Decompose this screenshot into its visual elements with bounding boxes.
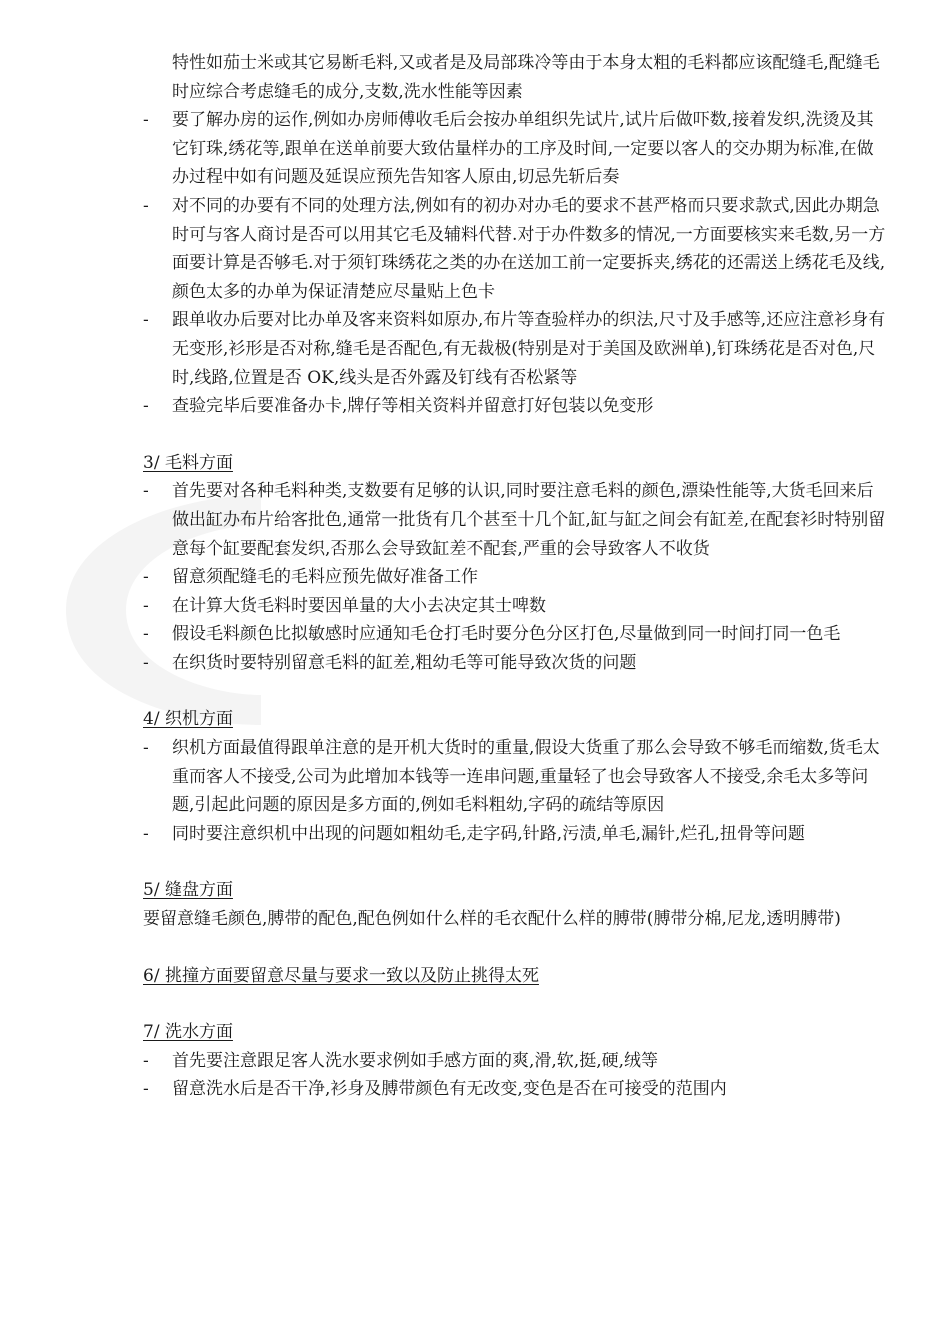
- list-item: [143, 620, 888, 649]
- list-item-text: 留意须配缝毛的毛料应预先做好准备工作: [172, 567, 478, 588]
- list-item-text: 首先要注意跟足客人洗水要求例如手感方面的爽,滑,软,挺,硬,绒等: [172, 1050, 659, 1071]
- section-heading: 3/ 毛料方面: [143, 452, 233, 473]
- paragraph-continuation: 特性如茄士米或其它易断毛料,又或者是及局部珠冷等由于本身太粗的毛料都应该配缝毛,配缝毛时应综合考虑缝毛的成分,支数,洗水性能等因素: [172, 53, 880, 102]
- bullet-marker: -: [143, 567, 149, 588]
- section-wool-materials: [143, 449, 888, 678]
- list-item: [143, 192, 888, 306]
- list-item-text: 假设毛料颜色比拟敏感时应通知毛仓打毛时要分色分区打色,尽量做到同一时间打同一色毛: [172, 624, 841, 645]
- bullet-marker: -: [143, 823, 149, 844]
- section-heading: 7/ 洗水方面: [143, 1022, 233, 1043]
- list-item-text: 同时要注意织机中出现的问题如粗幼毛,走字码,针路,污渍,单毛,漏针,烂孔,扭骨等问题: [172, 823, 805, 844]
- section-heading: 5/ 缝盘方面: [143, 880, 233, 901]
- list-item-text: 对不同的办要有不同的处理方法,例如有的初办对办毛的要求不甚严格而只要求款式,因此办期急时可与客人商讨是否可以用其它毛及辅料代替.对于办件数多的情况,一方面要核实来毛数,另一方面要计算是否够毛.对于须钉珠绣花之类的办在送加工前一定要拆夹,绣花的还需送上绣花毛及线,颜色太多的办单为保证清楚应尽量贴上色卡: [172, 195, 886, 302]
- list-item: [143, 392, 888, 421]
- bullet-marker: -: [143, 738, 149, 759]
- list-item: [143, 820, 888, 849]
- section-washing: [143, 1018, 888, 1104]
- bullet-marker: -: [143, 652, 149, 673]
- list-item: [143, 592, 888, 621]
- list-item: [143, 734, 888, 820]
- bullet-marker: -: [143, 624, 149, 645]
- list-item-text: 织机方面最值得跟单注意的是开机大货时的重量,假设大货重了那么会导致不够毛而缩数,货毛太重而客人不接受,公司为此增加本钱等一连串问题,重量轻了也会导致客人不接受,余毛太多等问题,引起此问题的原因是多方面的,例如毛料粗幼,字码的疏结等原因: [172, 738, 880, 816]
- list-item-text: 在计算大货毛料时要因单量的大小去决定其士啤数: [172, 595, 546, 616]
- list-item-text: 留意洗水后是否干净,衫身及膊带颜色有无改变,变色是否在可接受的范围内: [172, 1079, 727, 1100]
- bullet-marker: -: [143, 110, 149, 131]
- bullet-marker: -: [143, 195, 149, 216]
- section-linking: [143, 876, 888, 933]
- section-mending: [143, 962, 888, 991]
- bullet-marker: -: [143, 481, 149, 502]
- bullet-marker: -: [143, 1079, 149, 1100]
- list-item: [143, 477, 888, 563]
- bullet-marker: -: [143, 1050, 149, 1071]
- bullet-marker: -: [143, 595, 149, 616]
- list-item: [143, 649, 888, 678]
- document-page: [143, 49, 888, 1104]
- section-knitting-machine: [143, 705, 888, 848]
- bullet-marker: -: [143, 396, 149, 417]
- list-item-text: 要了解办房的运作,例如办房师傅收毛后会按办单组织先试片,试片后做吓数,接着发织,洗烫及其它钉珠,绣花等,跟单在送单前要大致估量样办的工序及时间,一定要以客人的交办期为标准,在做办过程中如有问题及延误应预先告知客人原由,切忌先斩后奏: [172, 110, 874, 188]
- list-item: [143, 1047, 888, 1076]
- list-item-text: 跟单收办后要对比办单及客来资料如原办,布片等查验样办的织法,尺寸及手感等,还应注意衫身有无变形,衫形是否对称,缝毛是否配色,有无裁极(特别是对于美国及欧洲单),钉珠绣花是否对色,尺时,线路,位置是否 OK,线头是否外露及钉线有否松紧等: [172, 310, 886, 388]
- paragraph: 要留意缝毛颜色,膊带的配色,配色例如什么样的毛衣配什么样的膊带(膊带分棉,尼龙,透明膊带): [143, 909, 841, 930]
- section-heading: 6/ 挑撞方面要留意尽量与要求一致以及防止挑得太死: [143, 965, 539, 986]
- section-heading: 4/ 织机方面: [143, 709, 233, 730]
- list-item: [143, 563, 888, 592]
- list-item-text: 在织货时要特别留意毛料的缸差,粗幼毛等可能导致次货的问题: [172, 652, 637, 673]
- list-item: [143, 106, 888, 192]
- bullet-marker: -: [143, 310, 149, 331]
- list-item-text: 查验完毕后要准备办卡,牌仔等相关资料并留意打好包装以免变形: [172, 396, 654, 417]
- list-item: [143, 1075, 888, 1104]
- list-item-text: 首先要对各种毛料种类,支数要有足够的认识,同时要注意毛料的颜色,漂染性能等,大货毛回来后做出缸办布片给客批色,通常一批货有几个甚至十几个缸,缸与缸之间会有缸差,在配套衫时特别留意每个缸要配套发织,否那么会导致缸差不配套,严重的会导致客人不收货: [172, 481, 886, 559]
- list-item: [143, 306, 888, 392]
